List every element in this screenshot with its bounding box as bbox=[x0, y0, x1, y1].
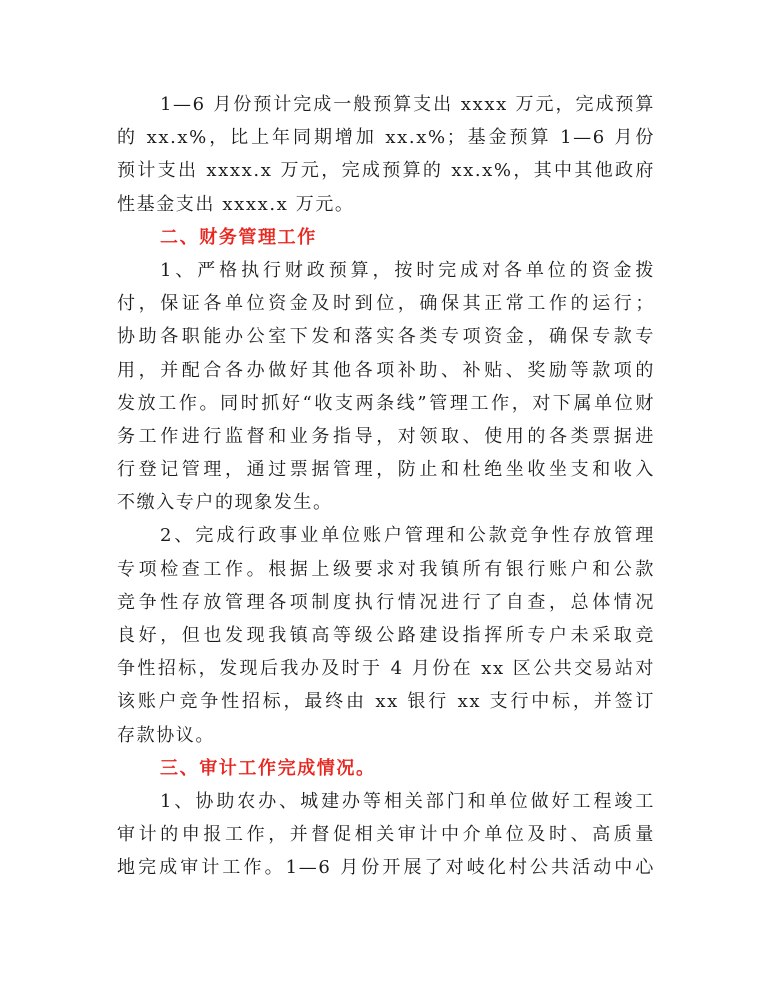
paragraph-line: 专项检查工作。根据上级要求对我镇所有银行账户和公款 bbox=[117, 558, 655, 580]
paragraph-line: 发放工作。同时抓好“收支两条线”管理工作，对下属单位财 bbox=[117, 392, 655, 414]
paragraph-line: 该账户竞争性招标，最终由 xx 银行 xx 支行中标，并签订 bbox=[117, 691, 655, 713]
paragraph-line: 1、协助农办、城建办等相关部门和单位做好工程竣工 bbox=[160, 790, 655, 812]
paragraph-line: 1—6 月份预计完成一般预算支出 xxxx 万元，完成预算 bbox=[160, 94, 655, 115]
paragraph-line: 用，并配合各办做好其他各项补助、补贴、奖励等款项的 bbox=[117, 359, 655, 381]
paragraph-line: 存款协议。 bbox=[117, 724, 215, 746]
paragraph-budget-execution bbox=[117, 88, 655, 221]
paragraph-fund-allocation bbox=[117, 254, 655, 520]
paragraph-line: 的 xx.x%，比上年同期增加 xx.x%；基金预算 1—6 月份 bbox=[117, 127, 655, 149]
document-body bbox=[117, 88, 655, 885]
paragraph-line: 性基金支出 xxxx.x 万元。 bbox=[117, 193, 355, 215]
paragraph-audit-application bbox=[117, 785, 655, 885]
section-heading-audit-work: 三、审计工作完成情况。 bbox=[160, 757, 376, 779]
paragraph-line: 务工作进行监督和业务指导，对领取、使用的各类票据进 bbox=[117, 425, 655, 447]
paragraph-line: 2、完成行政事业单位账户管理和公款竞争性存放管理 bbox=[160, 525, 655, 547]
paragraph-line: 付，保证各单位资金及时到位，确保其正常工作的运行； bbox=[117, 293, 655, 315]
paragraph-line: 良好，但也发现我镇高等级公路建设指挥所专户未采取竞 bbox=[117, 625, 655, 646]
paragraph-line: 争性招标，发现后我办及时于 4 月份在 xx 区公共交易站对 bbox=[117, 658, 655, 680]
section-heading-financial-management: 二、财务管理工作 bbox=[160, 226, 317, 248]
paragraph-line: 竞争性存放管理各项制度执行情况进行了自查，总体情况 bbox=[117, 591, 655, 613]
paragraph-account-inspection bbox=[117, 519, 655, 751]
paragraph-line: 1、严格执行财政预算，按时完成对各单位的资金拨 bbox=[160, 259, 655, 281]
paragraph-line: 审计的申报工作，并督促相关审计中介单位及时、高质量 bbox=[117, 824, 655, 846]
paragraph-line: 地完成审计工作。1—6 月份开展了对岐化村公共活动中心 bbox=[117, 857, 655, 879]
paragraph-line: 预计支出 xxxx.x 万元，完成预算的 xx.x%，其中其他政府 bbox=[117, 160, 655, 182]
paragraph-line: 协助各职能办公室下发和落实各类专项资金，确保专款专 bbox=[117, 326, 655, 348]
paragraph-line: 不缴入专户的现象发生。 bbox=[117, 492, 333, 514]
paragraph-line: 行登记管理，通过票据管理，防止和杜绝坐收坐支和收入 bbox=[117, 459, 655, 481]
